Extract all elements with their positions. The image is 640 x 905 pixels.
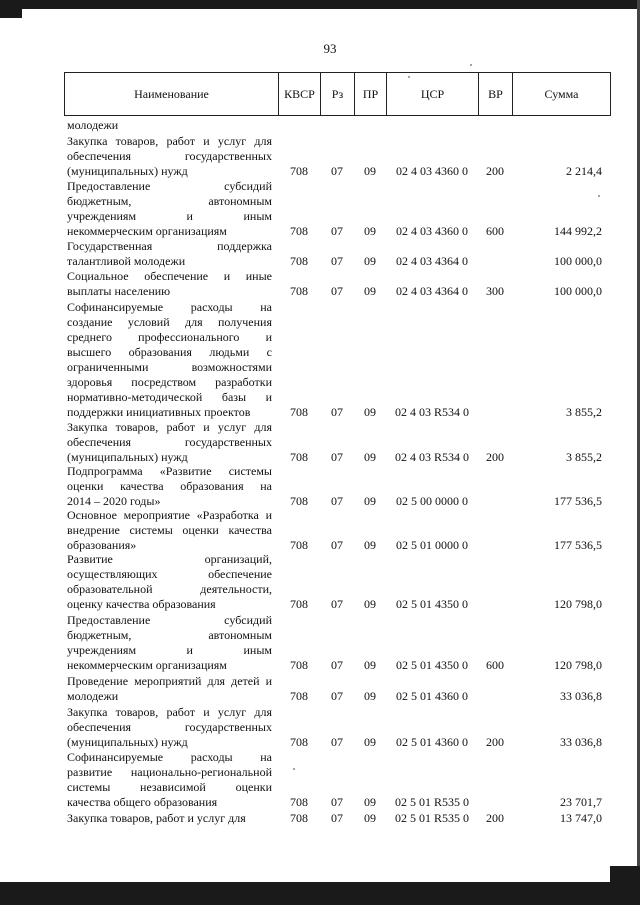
row-name-line: Социальное обеспечение и иные xyxy=(67,269,272,283)
row-name xyxy=(67,464,272,509)
scan-border-corner-bottom xyxy=(610,866,640,905)
cell-vr: 600 xyxy=(486,658,504,672)
row-name xyxy=(67,508,272,553)
row-name xyxy=(67,420,272,465)
cell-pr: 09 xyxy=(364,494,376,508)
table-row xyxy=(0,118,640,133)
table-row xyxy=(0,508,640,553)
row-name-line: учреждениям и иным xyxy=(67,209,272,223)
row-name xyxy=(67,179,272,239)
row-name-line: системы независимой оценки xyxy=(67,780,272,794)
cell-rz: 07 xyxy=(331,405,343,419)
cell-sum: 144 992,2 xyxy=(554,224,602,238)
scan-speck xyxy=(470,64,472,66)
row-name-line: (муниципальных) нужд xyxy=(67,164,188,178)
cell-rz: 07 xyxy=(331,538,343,552)
row-name-line: молодежи xyxy=(67,689,119,703)
cell-sum: 120 798,0 xyxy=(554,658,602,672)
cell-rz: 07 xyxy=(331,597,343,611)
scan-border-corner xyxy=(0,0,22,18)
cell-kvsr: 708 xyxy=(290,689,308,703)
cell-rz: 07 xyxy=(331,735,343,749)
row-name-line: создание условий для получения xyxy=(67,315,272,329)
row-name-line: обеспечения государственных xyxy=(67,435,272,449)
row-name-line: образовательной деятельности, xyxy=(67,582,272,596)
row-name-line: талантливой молодежи xyxy=(67,254,186,268)
cell-csr: 02 5 00 0000 0 xyxy=(396,494,468,508)
cell-vr: 200 xyxy=(486,450,504,464)
row-name-line: Закупка товаров, работ и услуг для xyxy=(67,420,272,434)
cell-kvsr: 708 xyxy=(290,164,308,178)
cell-rz: 07 xyxy=(331,658,343,672)
row-name-line: Государственная поддержка xyxy=(67,239,272,253)
row-name-line: Проведение мероприятий для детей и xyxy=(67,674,272,688)
row-name-line: ограниченными возможностями xyxy=(67,360,272,374)
table-row xyxy=(0,269,640,299)
row-name xyxy=(67,750,272,810)
table-row xyxy=(0,552,640,612)
cell-csr: 02 4 03 4364 0 xyxy=(396,284,468,298)
row-name-line: молодежи xyxy=(67,118,119,132)
cell-csr: 02 5 01 R535 0 xyxy=(394,795,469,809)
row-name-line: Развитие организаций, xyxy=(67,552,272,566)
cell-sum: 23 701,7 xyxy=(560,795,602,809)
row-name-line: Закупка товаров, работ и услуг для xyxy=(67,705,272,719)
row-name-line: бюджетным, автономным xyxy=(67,628,272,642)
cell-sum: 3 855,2 xyxy=(566,405,602,419)
cell-vr: 600 xyxy=(486,224,504,238)
cell-rz: 07 xyxy=(331,284,343,298)
table-row xyxy=(0,420,640,465)
cell-rz: 07 xyxy=(331,224,343,238)
row-name-line: внедрение системы оценки качества xyxy=(67,523,272,537)
row-name xyxy=(67,811,272,826)
row-name xyxy=(67,674,272,704)
row-name xyxy=(67,118,272,133)
row-name-line: выплаты населению xyxy=(67,284,171,298)
row-name-line: учреждениям и иным xyxy=(67,643,272,657)
row-name-line: образования» xyxy=(67,538,137,552)
cell-pr: 09 xyxy=(364,811,376,825)
table-row xyxy=(0,705,640,750)
cell-sum: 177 536,5 xyxy=(554,494,602,508)
cell-csr: 02 5 01 4360 0 xyxy=(396,735,468,749)
row-name-line: оценку качества образования xyxy=(67,597,216,611)
header-name: Наименование xyxy=(65,73,279,115)
cell-vr: 300 xyxy=(486,284,504,298)
cell-csr: 02 5 01 R535 0 xyxy=(394,811,469,825)
cell-kvsr: 708 xyxy=(290,494,308,508)
row-name-line: некоммерческим организациям xyxy=(67,658,227,672)
table-row xyxy=(0,300,640,420)
row-name-line: развитие национально-региональной xyxy=(67,765,272,779)
row-name xyxy=(67,300,272,420)
table-row xyxy=(0,464,640,509)
row-name xyxy=(67,613,272,673)
cell-sum: 33 036,8 xyxy=(560,689,602,703)
header-vr: ВР xyxy=(479,73,513,115)
cell-kvsr: 708 xyxy=(290,811,308,825)
cell-pr: 09 xyxy=(364,689,376,703)
row-name-line: некоммерческим организациям xyxy=(67,224,227,238)
row-name-line: осуществляющих обеспечение xyxy=(67,567,272,581)
row-name-line: поддержки инициативных проектов xyxy=(67,405,251,419)
cell-sum: 3 855,2 xyxy=(566,450,602,464)
cell-kvsr: 708 xyxy=(290,597,308,611)
cell-sum: 2 214,4 xyxy=(566,164,602,178)
table-row xyxy=(0,179,640,239)
cell-csr: 02 5 01 4350 0 xyxy=(396,658,468,672)
table-row xyxy=(0,811,640,826)
row-name-line: Основное мероприятие «Разработка и xyxy=(67,508,272,522)
scan-speck xyxy=(293,768,295,770)
cell-sum: 177 536,5 xyxy=(554,538,602,552)
header-kvsr: КВСР xyxy=(279,73,321,115)
row-name-line: среднего профессионального и xyxy=(67,330,272,344)
cell-csr: 02 4 03 R534 0 xyxy=(394,405,469,419)
cell-kvsr: 708 xyxy=(290,254,308,268)
cell-kvsr: 708 xyxy=(290,735,308,749)
row-name-line: обеспечения государственных xyxy=(67,149,272,163)
cell-rz: 07 xyxy=(331,494,343,508)
row-name-line: нормативно-методической базы и xyxy=(67,390,272,404)
cell-csr: 02 4 03 4364 0 xyxy=(396,254,468,268)
row-name-line: Софинансируемые расходы на xyxy=(67,300,272,314)
cell-kvsr: 708 xyxy=(290,538,308,552)
table-row xyxy=(0,613,640,673)
cell-pr: 09 xyxy=(364,254,376,268)
cell-kvsr: 708 xyxy=(290,450,308,464)
page-number: 93 xyxy=(323,41,337,56)
cell-vr: 200 xyxy=(486,811,504,825)
row-name xyxy=(67,134,272,179)
cell-rz: 07 xyxy=(331,164,343,178)
cell-sum: 100 000,0 xyxy=(554,284,602,298)
cell-csr: 02 4 03 4360 0 xyxy=(396,164,468,178)
cell-pr: 09 xyxy=(364,735,376,749)
row-name-line: 2014 – 2020 годы» xyxy=(67,494,161,508)
cell-pr: 09 xyxy=(364,284,376,298)
row-name-line: бюджетным, автономным xyxy=(67,194,272,208)
cell-csr: 02 5 01 4350 0 xyxy=(396,597,468,611)
scan-border-bottom xyxy=(0,882,640,905)
cell-rz: 07 xyxy=(331,689,343,703)
cell-pr: 09 xyxy=(364,405,376,419)
cell-vr: 200 xyxy=(486,164,504,178)
table-row xyxy=(0,750,640,810)
cell-sum: 120 798,0 xyxy=(554,597,602,611)
row-name xyxy=(67,239,272,269)
cell-csr: 02 4 03 4360 0 xyxy=(396,224,468,238)
cell-pr: 09 xyxy=(364,538,376,552)
cell-rz: 07 xyxy=(331,795,343,809)
cell-vr: 200 xyxy=(486,735,504,749)
table-header xyxy=(64,72,611,116)
cell-kvsr: 708 xyxy=(290,224,308,238)
cell-sum: 100 000,0 xyxy=(554,254,602,268)
row-name-line: здоровья посредством разработки xyxy=(67,375,272,389)
cell-pr: 09 xyxy=(364,597,376,611)
row-name-line: Закупка товаров, работ и услуг для xyxy=(67,134,272,148)
row-name-line: обеспечения государственных xyxy=(67,720,272,734)
row-name-line: Закупка товаров, работ и услуг для xyxy=(67,811,246,825)
table-row xyxy=(0,239,640,269)
header-sum: Сумма xyxy=(544,87,579,101)
row-name-line: качества общего образования xyxy=(67,795,218,809)
cell-sum: 33 036,8 xyxy=(560,735,602,749)
cell-pr: 09 xyxy=(364,795,376,809)
cell-pr: 09 xyxy=(364,164,376,178)
cell-csr: 02 5 01 0000 0 xyxy=(396,538,468,552)
row-name-line: Подпрограмма «Развитие системы xyxy=(67,464,272,478)
header-pr: ПР xyxy=(355,73,387,115)
row-name-line: Предоставление субсидий xyxy=(67,613,272,627)
cell-csr: 02 5 01 4360 0 xyxy=(396,689,468,703)
header-rz: Рз xyxy=(321,73,355,115)
scan-border-top xyxy=(0,0,640,9)
cell-kvsr: 708 xyxy=(290,284,308,298)
row-name xyxy=(67,705,272,750)
row-name-line: высшего образования людьми с xyxy=(67,345,272,359)
cell-pr: 09 xyxy=(364,658,376,672)
row-name-line: (муниципальных) нужд xyxy=(67,450,188,464)
row-name xyxy=(67,269,272,299)
cell-kvsr: 708 xyxy=(290,795,308,809)
scan-speck xyxy=(598,195,600,197)
row-name-line: оценки качества образования на xyxy=(67,479,272,493)
row-name xyxy=(67,552,272,612)
cell-csr: 02 4 03 R534 0 xyxy=(394,450,469,464)
cell-pr: 09 xyxy=(364,224,376,238)
cell-sum: 13 747,0 xyxy=(560,811,602,825)
cell-pr: 09 xyxy=(364,450,376,464)
cell-kvsr: 708 xyxy=(290,658,308,672)
header-csr: ЦСР xyxy=(387,73,479,115)
scan-speck xyxy=(408,76,410,78)
row-name-line: Софинансируемые расходы на xyxy=(67,750,272,764)
cell-rz: 07 xyxy=(331,811,343,825)
row-name-line: (муниципальных) нужд xyxy=(67,735,188,749)
cell-rz: 07 xyxy=(331,450,343,464)
table-row xyxy=(0,674,640,704)
row-name-line: Предоставление субсидий xyxy=(67,179,272,193)
cell-kvsr: 708 xyxy=(290,405,308,419)
table-row xyxy=(0,134,640,179)
cell-rz: 07 xyxy=(331,254,343,268)
